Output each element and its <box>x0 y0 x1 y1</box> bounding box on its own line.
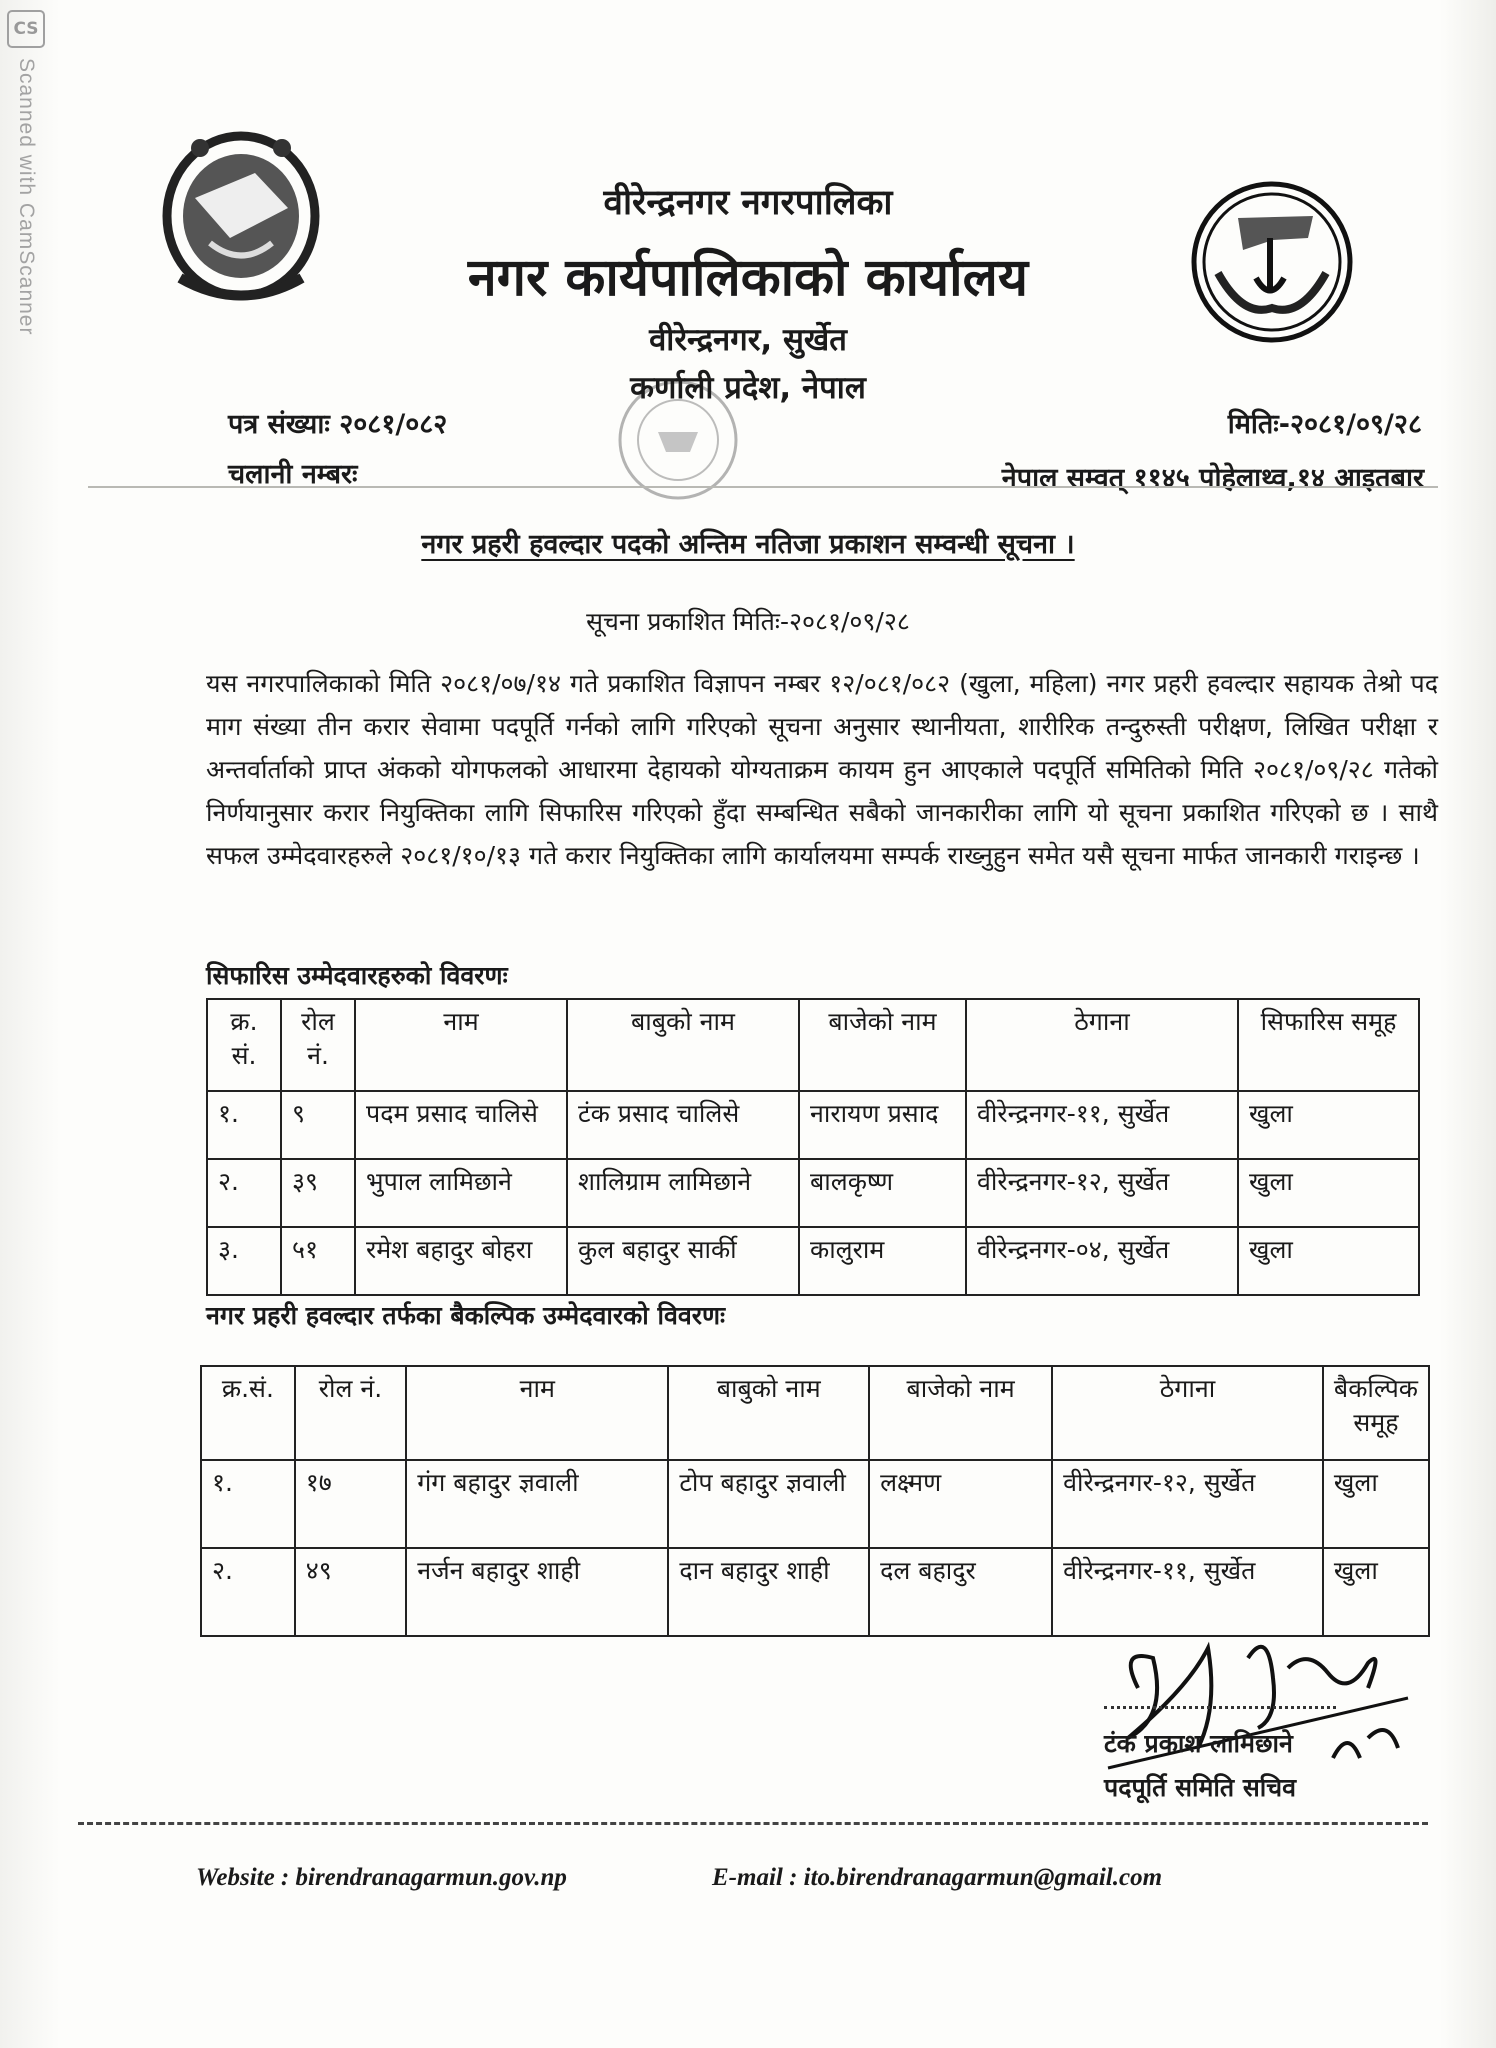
cell-father: टंक प्रसाद चालिसे <box>567 1091 799 1159</box>
cell-group: खुला <box>1238 1091 1419 1159</box>
col-roll: रोल नं. <box>281 999 355 1091</box>
cell-father: टोप बहादुर ज्ञवाली <box>668 1460 869 1548</box>
cell-name: पदम प्रसाद चालिसे <box>355 1091 567 1159</box>
cell-address: वीरेन्द्रनगर-११, सुर्खेत <box>1052 1548 1323 1636</box>
cell-grandfather: बालकृष्ण <box>799 1159 966 1227</box>
cell-group: खुला <box>1238 1227 1419 1295</box>
cell-name: रमेश बहादुर बोहरा <box>355 1227 567 1295</box>
cell-roll: ५१ <box>281 1227 355 1295</box>
notice-subject-text: नगर प्रहरी हवल्दार पदको अन्तिम नतिजा प्रकाशन सम्वन्धी सूचना । <box>421 529 1075 560</box>
published-date: सूचना प्रकाशित मितिः-२०८१/०९/२८ <box>586 607 910 636</box>
table-row <box>207 1227 1419 1295</box>
cell-group: खुला <box>1323 1460 1429 1548</box>
table-row <box>207 1159 1419 1227</box>
letter-number: पत्र संख्याः २०८१/०८२ <box>228 409 448 440</box>
col-name: नाम <box>355 999 567 1091</box>
cell-name: गंग बहादुर ज्ञवाली <box>406 1460 668 1548</box>
table-row <box>201 1548 1429 1636</box>
signatory-name: टंक प्रकाश लामिछाने <box>1104 1729 1293 1758</box>
cell-serial: २. <box>201 1548 295 1636</box>
cell-father: शालिग्राम लामिछाने <box>567 1159 799 1227</box>
col-roll: रोल नं. <box>295 1366 406 1460</box>
col-group: सिफारिस समूह <box>1238 999 1419 1091</box>
municipality-name: वीरेन्द्रनगर नगरपालिका <box>603 183 893 223</box>
nepal-sambat-date: नेपाल सम्वत् ११४५ पोहेलाथ्व,१४ आइतबार <box>1001 463 1424 494</box>
recommended-section-title: सिफारिस उम्मेदवारहरुको विवरणः <box>206 961 508 990</box>
col-grandfather: बाजेको नाम <box>799 999 966 1091</box>
cell-address: वीरेन्द्रनगर-१२, सुर्खेत <box>966 1159 1238 1227</box>
col-serial: क्र.सं. <box>201 1366 295 1460</box>
alternate-section-title: नगर प्रहरी हवल्दार तर्फका बैकल्पिक उम्मेदवारको विवरणः <box>206 1301 726 1330</box>
cell-roll: ४९ <box>295 1548 406 1636</box>
table-header-row <box>201 1366 1429 1460</box>
cell-address: वीरेन्द्रनगर-०४, सुर्खेत <box>966 1227 1238 1295</box>
dispatch-number: चलानी नम्बरः <box>228 459 358 490</box>
footer-divider <box>78 1822 1428 1825</box>
col-father: बाबुको नाम <box>668 1366 869 1460</box>
cell-address: वीरेन्द्रनगर-११, सुर्खेत <box>966 1091 1238 1159</box>
cell-grandfather: नारायण प्रसाद <box>799 1091 966 1159</box>
cell-grandfather: कालुराम <box>799 1227 966 1295</box>
table-row <box>207 1091 1419 1159</box>
col-name: नाम <box>406 1366 668 1460</box>
footer-email: E-mail : ito.birendranagarmun@gmail.com <box>712 1864 1163 1891</box>
cell-serial: १. <box>207 1091 281 1159</box>
footer-website: Website : birendranagarmun.gov.np <box>196 1864 567 1891</box>
cell-serial: २. <box>207 1159 281 1227</box>
camscanner-logo: CS <box>7 10 45 48</box>
province-country: कर्णाली प्रदेश, नेपाल <box>630 370 866 406</box>
camscanner-text: Scanned with CamScanner <box>15 58 38 336</box>
col-father: बाबुको नाम <box>567 999 799 1091</box>
cell-father: कुल बहादुर सार्की <box>567 1227 799 1295</box>
col-address: ठेगाना <box>1052 1366 1323 1460</box>
notice-body: यस नगरपालिकाको मिति २०८१/०७/१४ गते प्रकाशित विज्ञापन नम्बर १२/०८१/०८२ (खुला, महिला) नगर प्रहरी हवल्दार सहायक तेश्रो पद माग संख्या तीन करार सेवामा पदपूर्ति गर्नको लागि गरिएको सूचना अनुसार स्थानीयता, शारीरिक तन्दुरुस्ती परीक्षण, लिखित परीक्षा र अन्तर्वार्ताको प्राप्त अंकको योगफलको आधारमा देहायको योग्यताक्रम कायम हुन आएकाले पदपूर्ति समितिको मिति २०८१/०९/२८ गतेको निर्णयानुसार करार नियुक्तिका लागि सिफारिस गरिएको हुँदा सम्बन्धित सबैको जानकारीका लागि यो सूचना प्रकाशित गरिएको छ । साथै सफल उम्मेदवारहरुले २०८१/१०/१३ गते करार नियुक्तिका लागि कार्यालयमा सम्पर्क राख्नुहुन समेत यसै सूचना मार्फत जानकारी गराइन्छ । <box>206 669 1438 870</box>
col-serial: क्र. सं. <box>207 999 281 1091</box>
header-divider <box>88 486 1438 488</box>
cell-group: खुला <box>1323 1548 1429 1636</box>
cell-serial: १. <box>201 1460 295 1548</box>
recommended-candidates-table <box>206 998 1420 1296</box>
cell-roll: ३९ <box>281 1159 355 1227</box>
cell-name: नर्जन बहादुर शाही <box>406 1548 668 1636</box>
col-group: बैकल्पिक समूह <box>1323 1366 1429 1460</box>
signatory-title: पदपूर्ति समिति सचिव <box>1104 1773 1297 1802</box>
cell-group: खुला <box>1238 1159 1419 1227</box>
col-address: ठेगाना <box>966 999 1238 1091</box>
office-name: नगर कार्यपालिकाको कार्यालय <box>467 248 1029 308</box>
table-row <box>201 1460 1429 1548</box>
cell-name: भुपाल लामिछाने <box>355 1159 567 1227</box>
alternate-candidates-table <box>200 1365 1430 1637</box>
cell-serial: ३. <box>207 1227 281 1295</box>
cell-roll: ९ <box>281 1091 355 1159</box>
table-header-row <box>207 999 1419 1091</box>
col-grandfather: बाजेको नाम <box>869 1366 1052 1460</box>
cell-father: दान बहादुर शाही <box>668 1548 869 1636</box>
signature-line <box>1104 1706 1336 1709</box>
notice-subject <box>0 524 1496 561</box>
cell-roll: १७ <box>295 1460 406 1548</box>
issue-date: मितिः-२०८१/०९/२८ <box>1227 409 1422 440</box>
cell-address: वीरेन्द्रनगर-१२, सुर्खेत <box>1052 1460 1323 1548</box>
cell-grandfather: लक्ष्मण <box>869 1460 1052 1548</box>
cell-grandfather: दल बहादुर <box>869 1548 1052 1636</box>
office-location: वीरेन्द्रनगर, सुर्खेत <box>649 322 847 358</box>
